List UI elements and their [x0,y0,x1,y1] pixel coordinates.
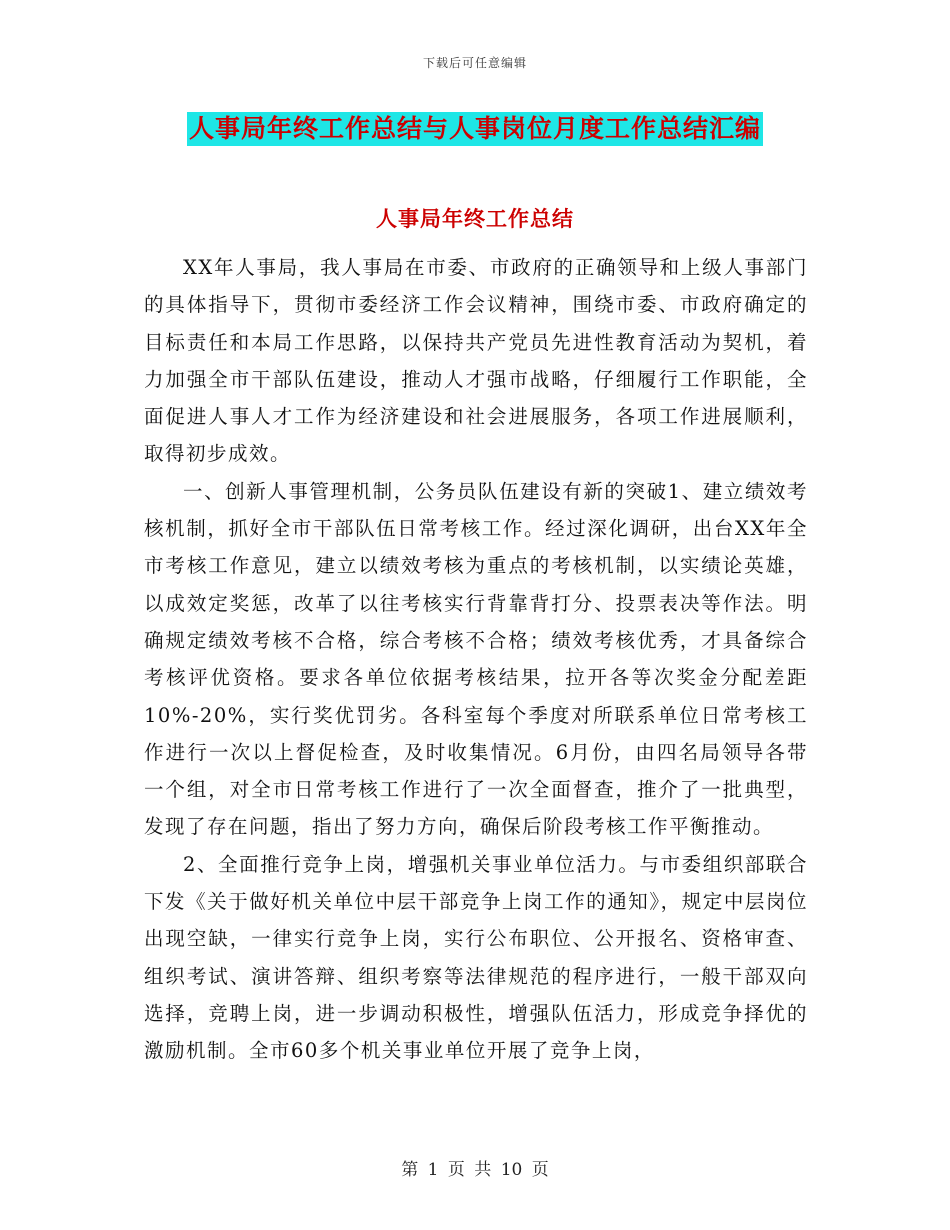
main-title-wrapper [0,112,950,146]
section-title: 人事局年终工作总结 [376,207,574,231]
page-number-footer: 第 1 页 共 10 页 [401,1160,549,1180]
paragraph-section-one: 一、创新人事管理机制，公务员队伍建设有新的突破1、建立绩效考核机制，抓好全市干部队伍日常考核工作。经过深化调研，出台XX年全市考核工作意见，建立以绩效考核为重点的考核机制，以实绩论英雄，以成效定奖惩，改革了以往考核实行背靠背打分、投票表决等作法。明确规定绩效考核不合格，综合考核不合格；绩效考核优秀，才具备综合考核评优资格。要求各单位依据考核结果，拉开各等次奖金分配差距10%-20%，实行奖优罚劣。各科室每个季度对所联系单位日常考核工作进行一次以上督促检查，及时收集情况。6月份，由四名局领导各带一个组，对全市日常考核工作进行了一次全面督查，推介了一批典型，发现了存在问题，指出了努力方向，确保后阶段考核工作平衡推动。 [144,479,808,839]
body-text [144,249,808,1070]
header-note: 下载后可任意编辑 [422,56,527,70]
main-title: 人事局年终工作总结与人事岗位月度工作总结汇编 [187,112,763,146]
paragraph-intro: XX年人事局，我人事局在市委、市政府的正确领导和上级人事部门的具体指导下，贯彻市委经济工作会议精神，围绕市委、市政府确定的目标责任和本局工作思路，以保持共产党员先进性教育活动为契机，着力加强全市干部队伍建设，推动人才强市战略，仔细履行工作职能，全面促进人事人才工作为经济建设和社会进展服务，各项工作进展顺利，取得初步成效。 [144,256,808,466]
paragraph-section-two: 2、全面推行竞争上岗，增强机关事业单位活力。与市委组织部联合下发《关于做好机关单位中层干部竞争上岗工作的通知》，规定中层岗位出现空缺，一律实行竞争上岗，实行公布职位、公开报名、资格审查、组织考试、演讲答辩、组织考察等法律规范的程序进行，一般干部双向选择，竞聘上岗，进一步调动积极性，增强队伍活力，形成竞争择优的激励机制。全市60多个机关事业单位开展了竞争上岗， [144,852,808,1063]
